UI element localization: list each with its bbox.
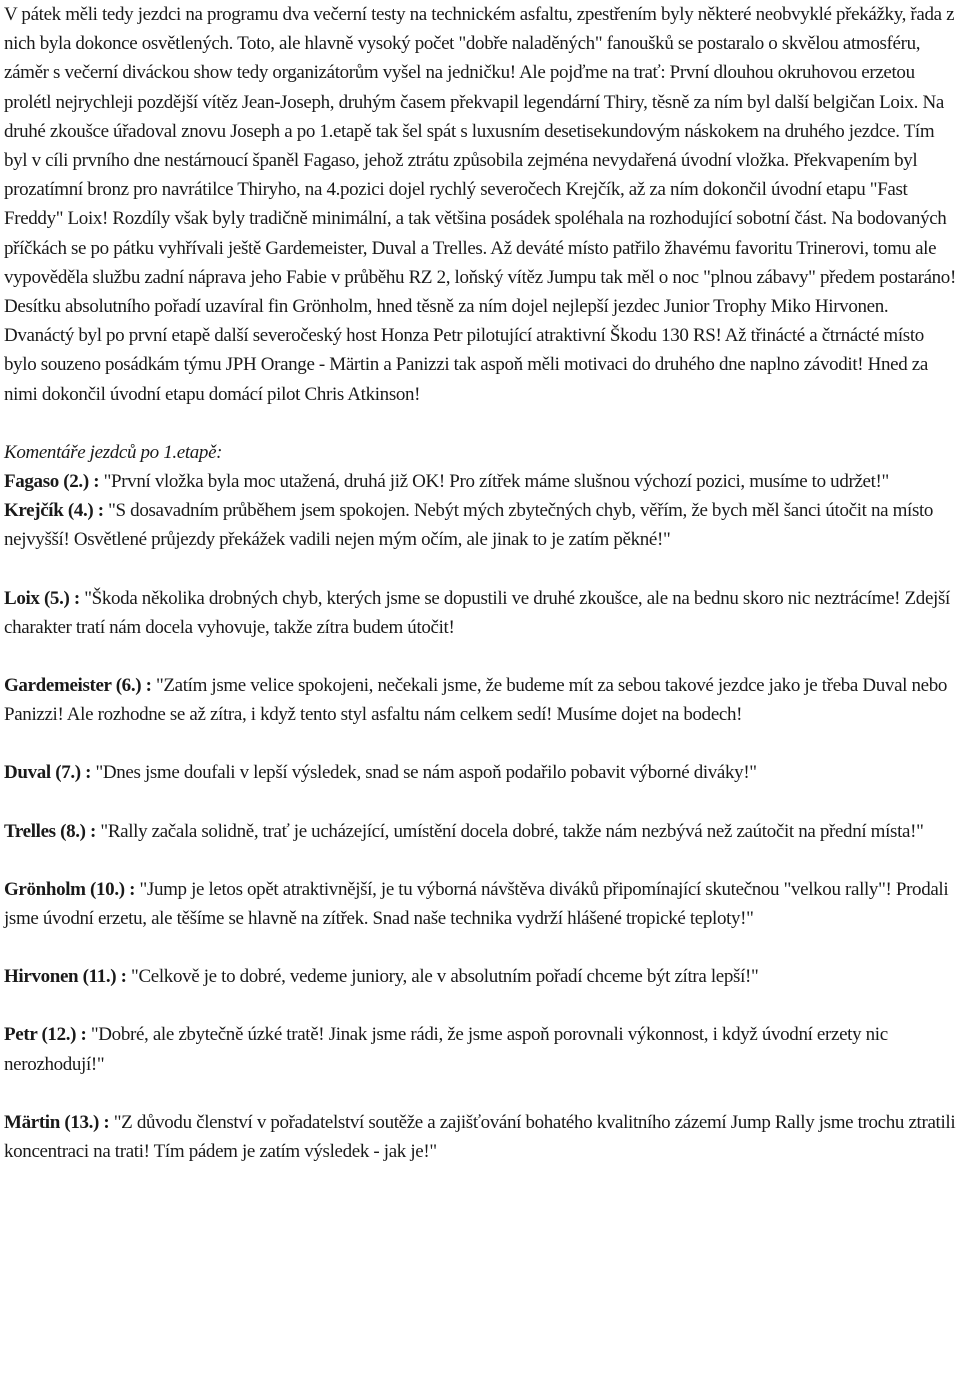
comment-loix bbox=[4, 584, 960, 642]
comment-gardemeister bbox=[4, 671, 960, 729]
comment-hirvonen bbox=[4, 962, 960, 991]
intro-paragraph: V pátek měli tedy jezdci na programu dva večerní testy na technickém asfaltu, zpestřením byly některé neobvyklé překážky, řada z nich byla dokonce osvětlených. Toto, ale hlavně vysoký počet "dobře naladěných" fanoušků se postaralo o skvělou atmosféru, záměr s večerní diváckou show tedy organizátorům vyšel na jedničku! Ale pojďme na trať: První dlouhou okruhovou erzetou prolétl nejrychleji pozdější vítěz Jean-Joseph, druhým časem překvapil legendární Thiry, těsně za ním byl další belgičan Loix. Na druhé zkoušce úřadoval znovu Joseph a po 1.etapě tak šel spát s luxusním desetisekundovým náskokem na druhého jezdce. Tím byl v cíli prvního dne nestárnoucí španěl Fagaso, jehož ztrátu způsobila zejména nevydařená úvodní vložka. Překvapením byl prozatímní bronz pro navrátilce Thiryho, na 4.pozici dojel rychlý severočech Krejčík, až za ním dokončil úvodní etapu "Fast Freddy" Loix! Rozdíly však byly tradičně minimální, a tak většina posádek spoléhala na rozhodující sobotní část. Na bodovaných příčkách se po pátku vyhřívali ještě Gardemeister, Duval a Trelles. Až deváté místo patřilo žhavému favoritu Trinerovi, tomu ale vypověděla službu zadní náprava jeho Fabie v průběhu RZ 2, loňský vítěz Jumpu tak měl o noc "plnou zábavy" předem postaráno! Desítku absolutního pořadí uzavíral fin Grönholm, hned těsně za ním dojel nejlepší jezdec Junior Trophy Miko Hirvonen. Dvanáctý byl po první etapě další severočeský host Honza Petr pilotující atraktivní Škodu 130 RS! Až třinácté a čtrnácté místo bylo souzeno posádkám týmu JPH Orange - Märtin a Panizzi tak aspoň měli motivaci do druhého dne naplno závodit! Hned za nimi dokončil úvodní etapu domácí pilot Chris Atkinson! bbox=[4, 4, 956, 405]
driver-name: Trelles (8.) : bbox=[4, 820, 97, 842]
comments-heading: Komentáře jezdců po 1.etapě: bbox=[4, 441, 223, 463]
comment-krejcik bbox=[4, 496, 960, 554]
driver-name: Petr (12.) : bbox=[4, 1024, 87, 1046]
comment-text: "Z důvodu členství v pořadatelství soutěže a zajišťování bohatého kvalitního zázemí Jump Rally jsme trochu ztratili koncentraci na trati! Tím pádem je zatím výsledek - jak je!" bbox=[4, 1111, 956, 1163]
comment-text: "Dnes jsme doufali v lepší výsledek, snad se nám aspoň podařilo pobavit výborné diváky!" bbox=[91, 762, 757, 784]
comment-text: "První vložka byla moc utažená, druhá již OK! Pro zítřek máme slušnou výchozí pozici, musíme to udržet!" bbox=[99, 471, 889, 493]
comment-text: "Dobré, ale zbytečně úzké tratě! Jinak jsme rádi, že jsme aspoň porovnali výkonnost, i když úvodní erzety nic nerozhodují!" bbox=[4, 1024, 888, 1075]
comment-trelles bbox=[4, 817, 960, 846]
comment-gronholm bbox=[4, 875, 960, 933]
driver-name: Märtin (13.) : bbox=[4, 1111, 110, 1133]
driver-name: Gardemeister (6.) : bbox=[4, 675, 152, 697]
comment-text: "Škoda několika drobných chyb, kterých jsme se dopustili ve druhé zkoušce, ale na bednu skoro nic neztrácíme! Zdejší charakter tratí nám docela vyhovuje, takže zítra budem útočit! bbox=[4, 587, 950, 638]
comment-text: "Rally začala solidně, trať je ucházející, umístění docela dobré, takže nám nezbývá než zaútočit na přední místa!" bbox=[96, 820, 924, 842]
driver-name: Grönholm (10.) : bbox=[4, 878, 136, 900]
driver-name: Fagaso (2.) : bbox=[4, 471, 100, 493]
comment-duval bbox=[4, 758, 960, 787]
driver-name: Hirvonen (11.) : bbox=[4, 966, 127, 988]
comment-text: "S dosavadním průběhem jsem spokojen. Nebýt mých zbytečných chyb, věřím, že bych měl šanci útočit na místo nejvyšší! Osvětlené průjezdy překážek vadili nejen mým očím, ale jinak to je zatím pěkné!" bbox=[4, 500, 934, 551]
driver-name: Krejčík (4.) : bbox=[4, 500, 104, 522]
driver-name: Duval (7.) : bbox=[4, 762, 92, 784]
comment-text: "Zatím jsme velice spokojeni, nečekali jsme, že budeme mít za sebou takové jezdce jako je třeba Duval nebo Panizzi! Ale rozhodne se až zítra, i když tento styl asfaltu nám celkem sedí! Musíme dojet na bodech! bbox=[4, 675, 948, 726]
comment-martin bbox=[4, 1108, 960, 1166]
comment-petr bbox=[4, 1020, 960, 1078]
comment-text: "Celkově je to dobré, vedeme juniory, ale v absolutním pořadí chceme být zítra lepší!" bbox=[126, 966, 759, 988]
driver-name: Loix (5.) : bbox=[4, 587, 80, 609]
comment-text: "Jump je letos opět atraktivnější, je tu výborná návštěva diváků připomínající skutečnou "velkou rally"! Prodali jsme úvodní erzetu, ale těšíme se hlavně na zítřek. Snad naše technika vydrží hlášené tropické teploty!" bbox=[4, 878, 949, 930]
comment-fagaso bbox=[4, 467, 960, 496]
